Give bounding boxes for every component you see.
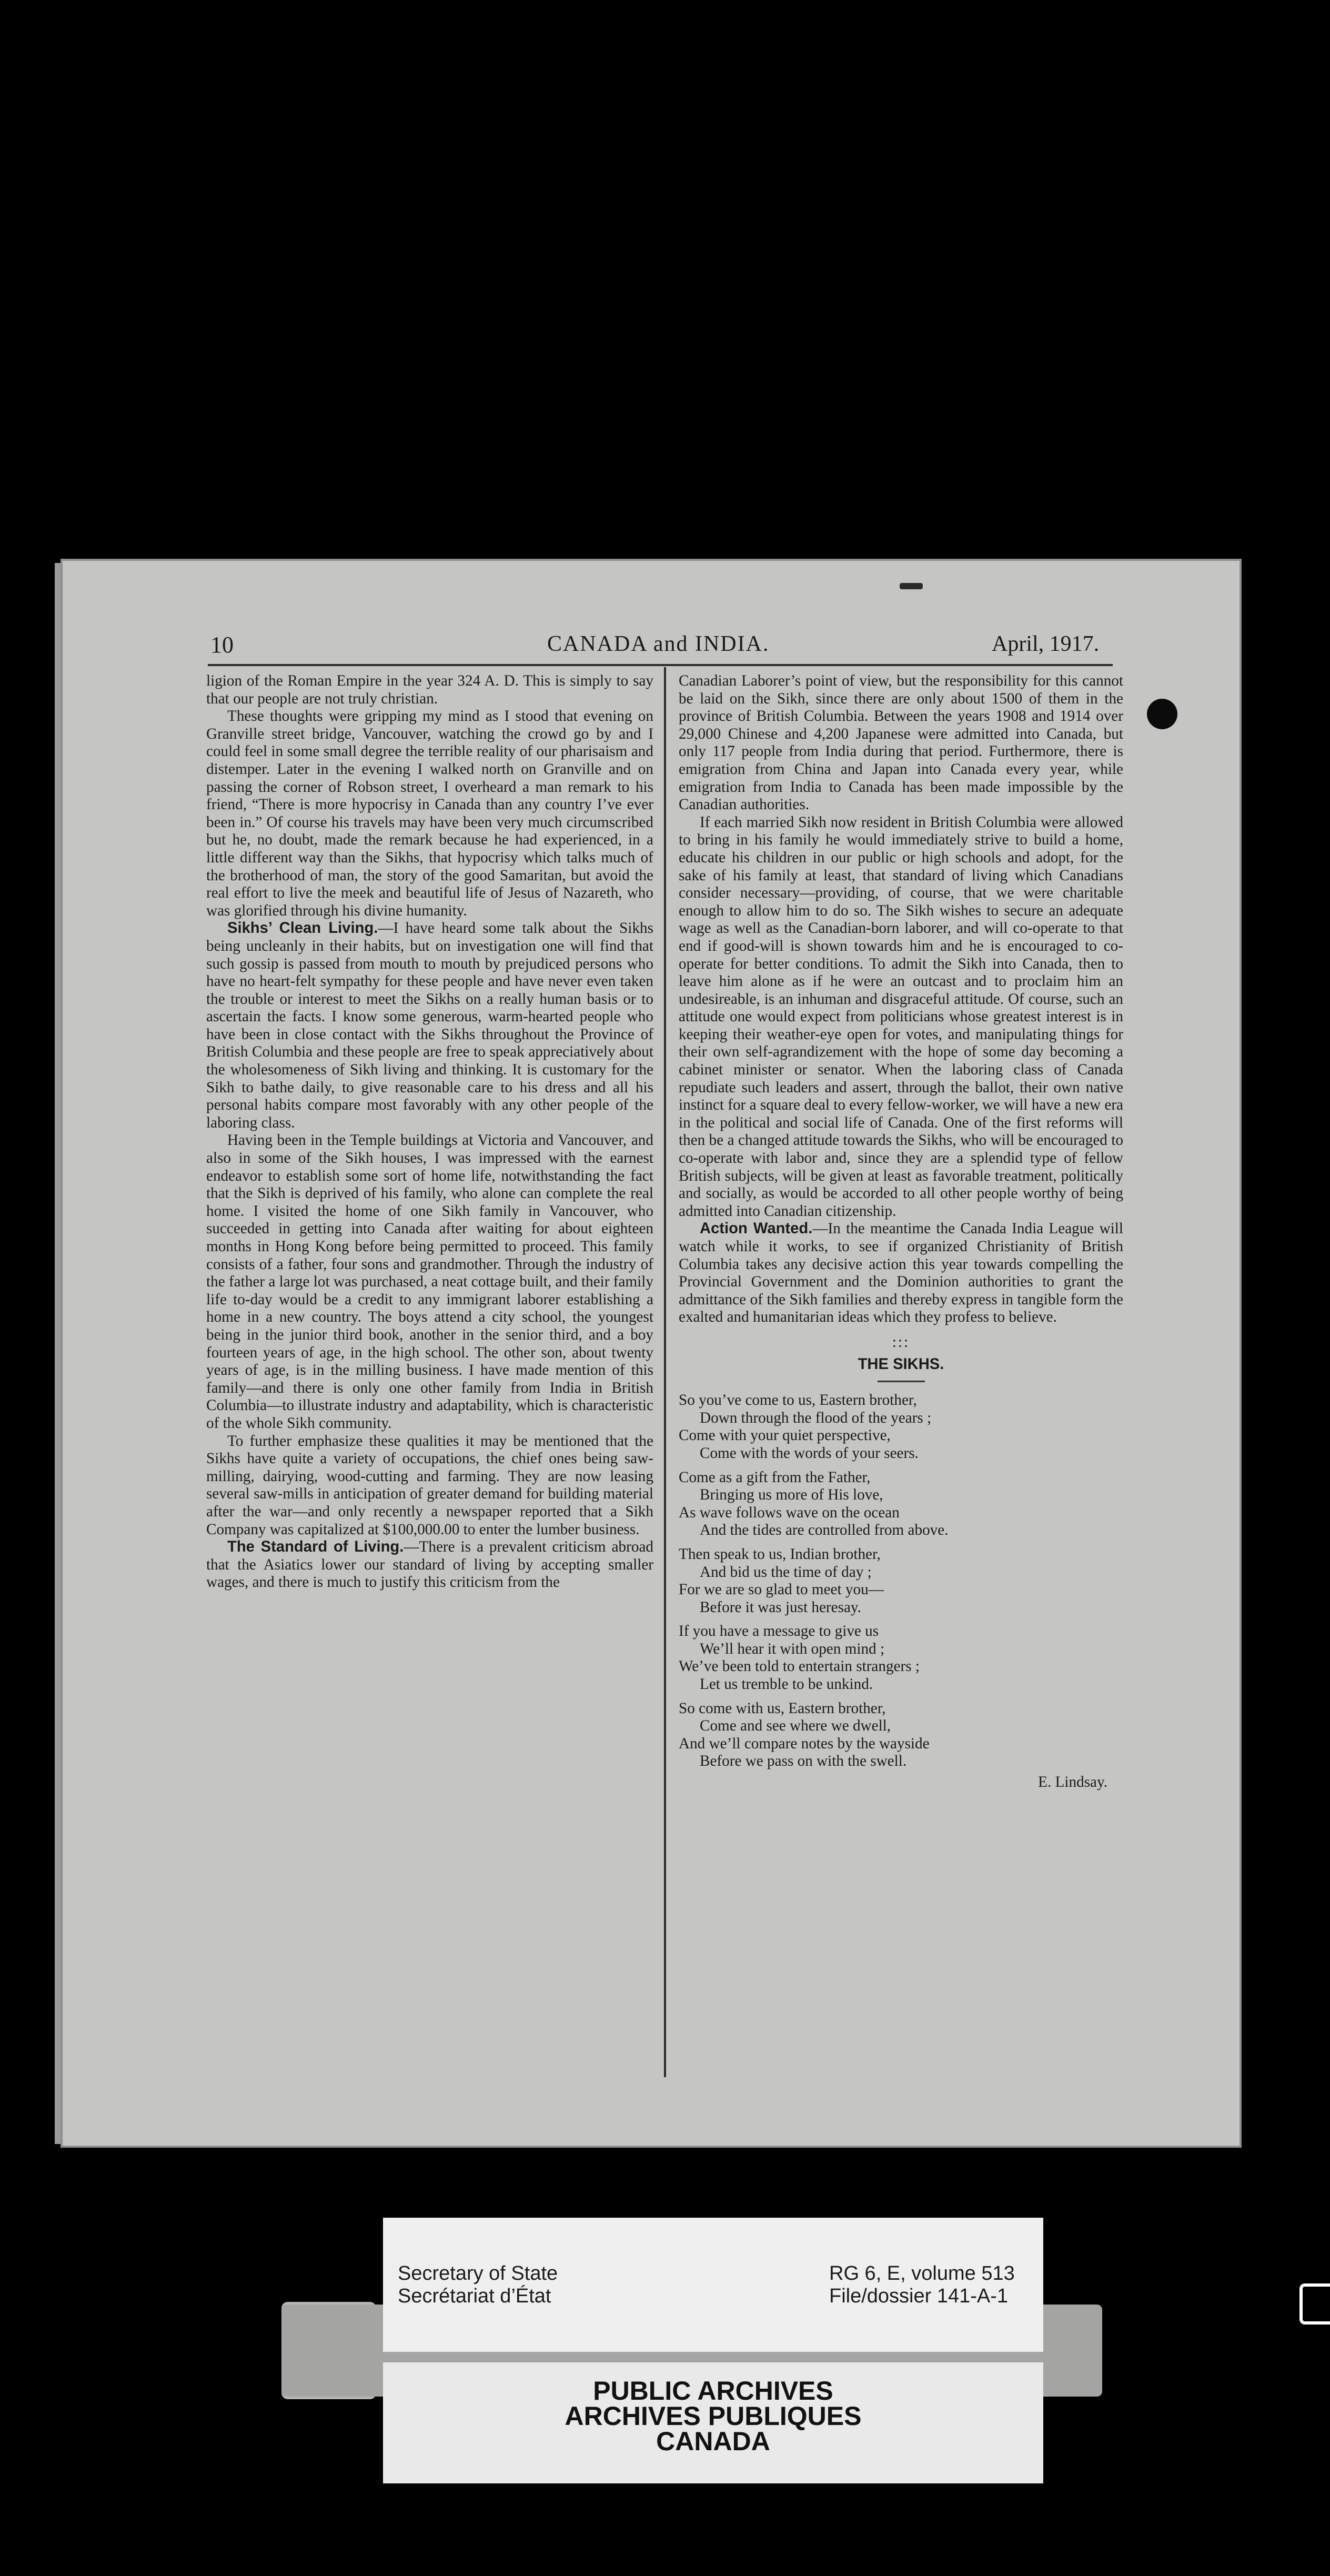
poem-line: So you’ve come to us, Eastern brother, bbox=[679, 1392, 917, 1409]
poem-stanza bbox=[679, 1546, 1123, 1616]
poem-line: Come as a gift from the Father, bbox=[679, 1468, 871, 1486]
paragraph-text: If each married Sikh now resident in British Columbia were allowed to bring in his family he would immediately strive to build a home, educate his children in our public or high schools and adopt, for the sake of his family at least, that standard of living which Canadians consider necessary—providing, of course, that we were charitable enough to allow him to do so. The Sikh wishes to secure an adequate wage as well as the Canadian-born laborer, and will co-operate to that end if good-will is shown towards him and he is encouraged to co-operate for better conditions. To admit the Sikh into Canada, then to leave him alone as if he were an outcast and to proclaim him an undesireable, is an inhuman and disgraceful attitude. Of course, such an attitude one would expect from politicians whose greatest interest is in keeping their weather-eye open for votes, and manipulating things for their own self-agrandizement with the hope of some day becoming a cabinet minister or senator. When the laboring class of Canada repudiate such leaders and assert, through the ballot, their own native instinct for a square deal to every fellow-worker, we will have a new era in the political and social life of Canada. One of the first reforms will then be a changed attitude towards the Sikhs, who will be encouraged to co-operate with labor and, since they are a splendid type of fellow British subjects, will be given at least as favorable treatment, politically and socially, as would be accorded to all other people worthy of being admitted into Canadian citizenship. bbox=[679, 813, 1123, 1220]
poem-stanza bbox=[679, 1469, 1123, 1539]
poem-title-rule bbox=[878, 1381, 925, 1382]
poem-line: As wave follows wave on the ocean bbox=[679, 1504, 900, 1521]
stamp-line-1: PUBLIC ARCHIVES bbox=[593, 2376, 833, 2406]
paragraph-text: Canadian Laborer’s point of view, but the responsibility for this cannot be laid on the Sikh, since there are only about 1500 of them in the province of British Columbia. Between the years 1908 and 1914 over 29,000 Chinese and 4,200 Japanese were admitted into Canada, but only 117 people from India during that period. Furthermore, there is emigration from China and Japan into Canada every year, while emigration from India to Canada has been made impossible by the Canadian authorities. bbox=[679, 672, 1123, 813]
poem-line: Before we pass on with the swell. bbox=[700, 1753, 907, 1770]
poem bbox=[679, 1392, 1123, 1770]
paragraph-text: These thoughts were gripping my mind as I stood that evening on Granville street bridge, Vancouver, watching the crowd go by and I could feel in some small degree the terrible reality of our pharisaism and distemper. Later in the evening I walked north on Granville and on passing the corner of Robson street, I overheard a man remark to his friend, “There is more hypocrisy in Canada than any country I’ve ever been in.” Of course his travels may have been very much circumscribed but he, no doubt, made the remark because he had experienced, in a little different way than the Sikhs, that hypocrisy which talks much of the brotherhood of man, the story of the good Samaritan, but avoid the real effort to live the meek and beautiful life of Jesus of Nazareth, who was glorified through his divine humanity. bbox=[206, 708, 653, 919]
right-paragraph bbox=[679, 1220, 1123, 1326]
left-paragraph bbox=[206, 1538, 653, 1592]
poem-line: For we are so glad to meet you— bbox=[679, 1581, 884, 1598]
left-paragraph bbox=[206, 920, 653, 1132]
page-header bbox=[147, 631, 1110, 659]
right-paragraph bbox=[679, 672, 1123, 814]
right-column bbox=[679, 672, 1123, 1792]
poem-stanza bbox=[679, 1700, 1123, 1770]
poem-line: Come and see where we dwell, bbox=[700, 1717, 891, 1735]
header-rule bbox=[208, 664, 1113, 666]
archive-label bbox=[383, 2218, 1043, 2352]
paragraph-text: —In the meantime the Canada India League will watch while it works, to see if organized Christianity of British Columbia takes any decisive action this year towards compelling the Provincial Government and the Dominion authorities to grant the admittance of the Sikh families and thereby express in tangible form the exalted and humanitarian ideas which they profess to believe. bbox=[679, 1220, 1123, 1326]
poem-line: So come with us, Eastern brother, bbox=[679, 1699, 886, 1717]
right-column-paragraphs bbox=[679, 672, 1123, 1326]
page-number: 10 bbox=[210, 632, 234, 658]
paragraph-text: To further emphasize these qualities it may be mentioned that the Sikhs have quite a variety of occupations, the chief ones being saw-milling, dairying, wood-cutting and farming. They are now leasing several saw-mills in anticipation of greater demand for building material after the war—and only recently a newspaper reported that a Sikh Company was capitalized at $100,000.00 to enter the lumber business. bbox=[206, 1432, 653, 1538]
poem-line: Bringing us more of His love, bbox=[700, 1486, 883, 1504]
poem-line: Down through the flood of the years ; bbox=[700, 1409, 932, 1426]
poem-line: Let us tremble to be unkind. bbox=[700, 1676, 873, 1693]
poem-stanza bbox=[679, 1623, 1123, 1693]
poem-stanza bbox=[679, 1392, 1123, 1462]
poem-line: Come with your quiet perspective, bbox=[679, 1427, 891, 1444]
left-column bbox=[206, 672, 653, 1592]
label-file: File/dossier 141-A-1 bbox=[829, 2285, 1009, 2307]
section-heading: The Standard of Living. bbox=[227, 1538, 404, 1556]
poem-line: Come with the words of your seers. bbox=[700, 1444, 919, 1462]
poem-line: And the tides are controlled from above. bbox=[700, 1522, 949, 1539]
section-heading: Action Wanted. bbox=[700, 1220, 813, 1237]
poem-line: And bid us the time of day ; bbox=[700, 1563, 872, 1581]
stamp-line-2: ARCHIVES PUBLIQUES bbox=[565, 2401, 862, 2431]
label-dept-en: Secretary of State bbox=[398, 2262, 558, 2285]
poem-title: THE SIKHS. bbox=[858, 1355, 944, 1373]
paragraph-text: ligion of the Roman Empire in the year 324 A. D. This is simply to say that our people are not truly christian. bbox=[206, 672, 653, 707]
paragraph-text: Having been in the Temple buildings at Victoria and Vancouver, and also in some of the Sikh houses, I was impressed with the earnest endeavor to establish some sort of home life, notwithstanding the fact that the Sikh is deprived of his family, who alone can complete the real home. I visited the home of one Sikh family in Vancouver, who succeeded in getting into Canada after waiting for about eighteen months in Hong Kong before being permitted to proceed. This family consists of a father, four sons and grandmother. Through the industry of the father a large lot was purchased, a neat cottage built, and their family life to-day would be a credit to any immigrant laborer establishing a home in a new country. The boys attend a city school, the youngest being in the junior third book, another in the senior third, and a boy fourteen years of age, in the high school. The other son, about twenty years of age, is in the milling business. I have made mention of this family—and there is only one other family from India in British Columbia—to illustrate industry and adaptability, which is characteristic of the whole Sikh community. bbox=[206, 1132, 653, 1432]
journal-title: CANADA and INDIA. bbox=[547, 632, 770, 656]
edge-mark bbox=[1299, 2283, 1330, 2325]
poem-author: E. Lindsay. bbox=[1038, 1774, 1107, 1791]
archive-stamp bbox=[383, 2362, 1043, 2483]
poem-line: If you have a message to give us bbox=[679, 1623, 879, 1640]
label-dept-fr: Secrétariat d’État bbox=[398, 2285, 551, 2307]
paragraph-text: —I have heard some talk about the Sikhs being uncleanly in their habits, but on investigation one will find that such gossip is passed from mouth to mouth by prejudiced persons who have no heart-felt sympathy for these people and have never even taken the trouble or interest to meet the Sikhs on a really human basis or to ascertain the facts. I know some generous, warm-hearted people who have been in close contact with the Sikhs throughout the Province of British Columbia and these people are free to speak appreciatively about the wholesomeness of Sikh living and thinking. It is customary for the Sikh to bathe daily, to give reasonable care to his dress and all his personal habits compare most favorably with any other people of the laboring class. bbox=[206, 920, 653, 1131]
issue-date: April, 1917. bbox=[992, 632, 1100, 656]
right-paragraph bbox=[679, 814, 1123, 1221]
poem-line: We’ve been told to entertain strangers ; bbox=[679, 1658, 920, 1675]
separator: ::: bbox=[892, 1333, 910, 1351]
stamp-line-3: CANADA bbox=[656, 2427, 770, 2456]
paragraph-text: —There is a prevalent criticism abroad that the Asiatics lower our standard of living by accepting smaller wages, and there is much to justify this criticism from the bbox=[206, 1538, 653, 1591]
poem-line: Before it was just heresay. bbox=[700, 1598, 861, 1616]
poem-line: And we’ll compare notes by the wayside bbox=[679, 1735, 930, 1752]
poem-line: Then speak to us, Indian brother, bbox=[679, 1545, 881, 1563]
left-paragraph bbox=[206, 708, 653, 920]
label-volume: RG 6, E, volume 513 bbox=[829, 2262, 1015, 2285]
left-paragraph bbox=[206, 1132, 653, 1432]
ink-mark bbox=[900, 583, 923, 589]
left-paragraph bbox=[206, 672, 653, 708]
poem-line: We’ll hear it with open mind ; bbox=[700, 1640, 885, 1657]
column-divider bbox=[664, 667, 666, 2077]
left-paragraph bbox=[206, 1433, 653, 1539]
punch-hole bbox=[1147, 699, 1177, 729]
section-heading: Sikhs’ Clean Living. bbox=[227, 920, 378, 937]
